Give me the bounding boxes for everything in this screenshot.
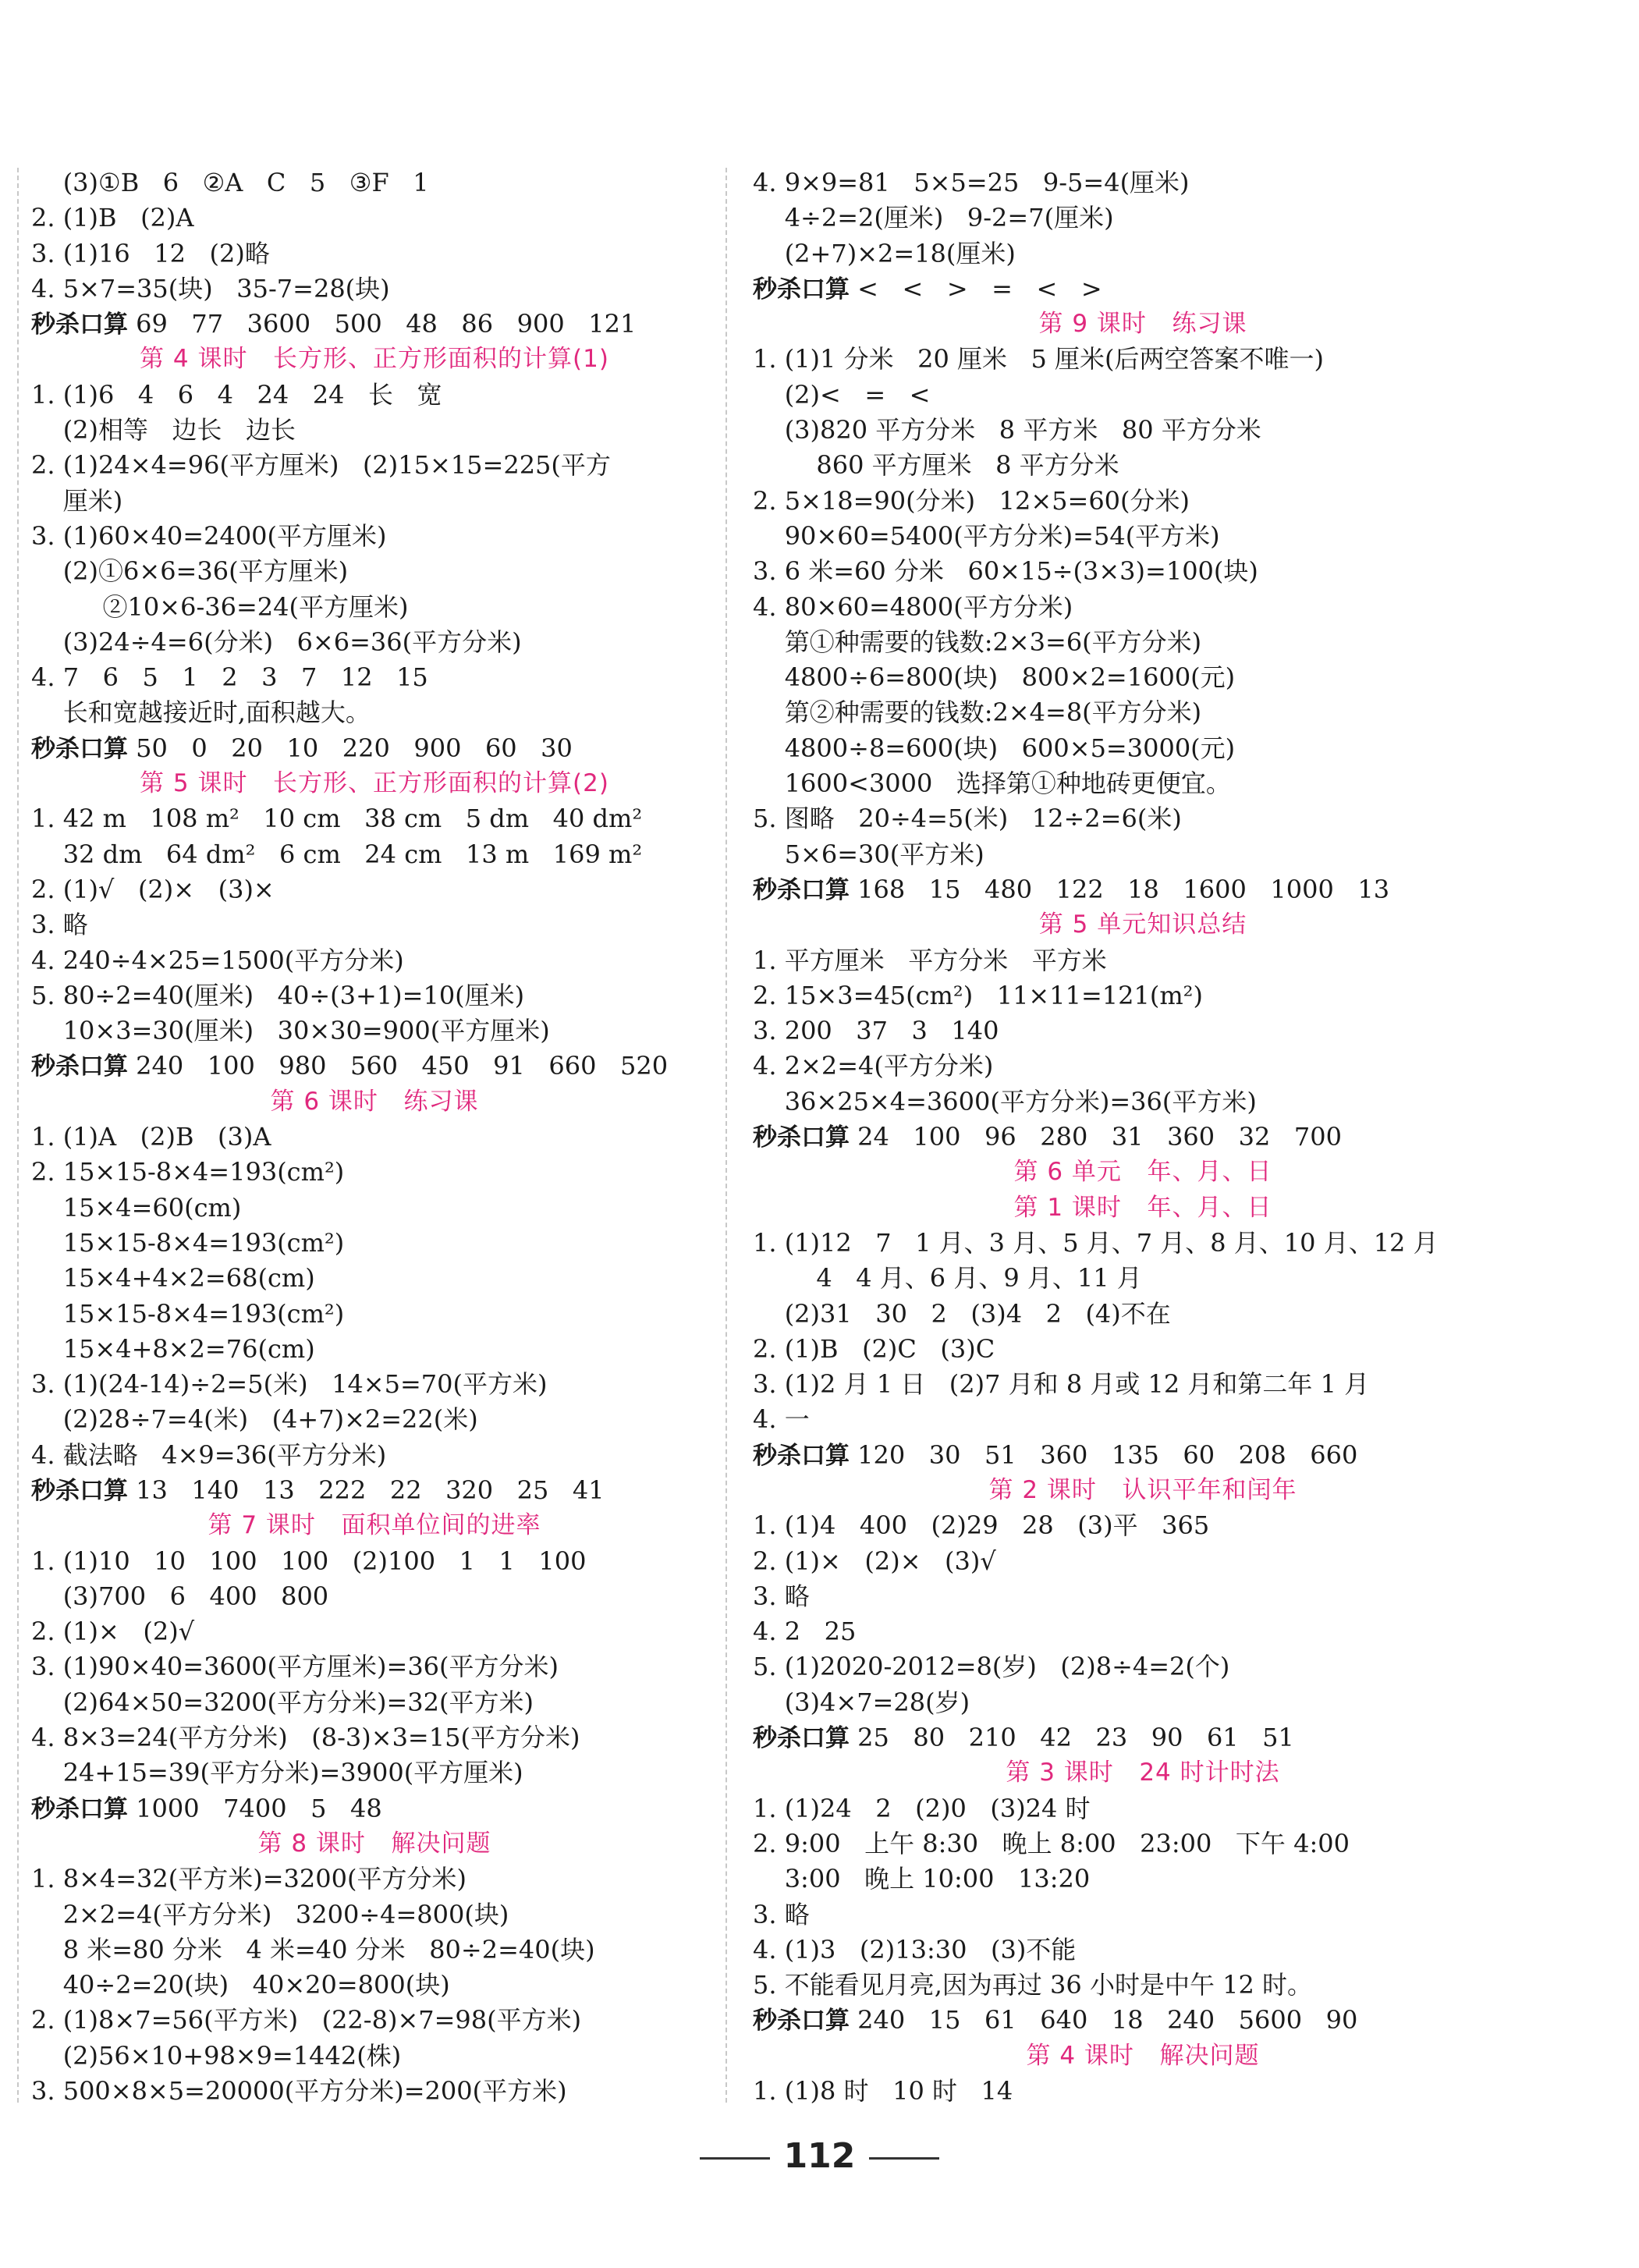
section-heading: 第 7 课时 面积单位间的进率 xyxy=(208,1511,541,1540)
answer-line: 1. (1)1 分米 20 厘米 5 厘米(后两空答案不唯一) xyxy=(753,344,1324,374)
answer-line: (3)820 平方分米 8 平方米 80 平方分米 xyxy=(753,415,1261,445)
section-heading: 第 9 课时 练习课 xyxy=(1038,310,1247,339)
quick-calc-line xyxy=(753,1720,1533,1755)
answer-line: 3. (1)16 12 (2)略 xyxy=(31,238,270,268)
quick-calc-answers: 24 100 96 280 31 360 32 700 xyxy=(850,1122,1342,1152)
quick-calc-answers: 1000 7400 5 48 xyxy=(128,1793,382,1823)
answer-line: 2. 15×15-8×4=193(cm²) xyxy=(31,1157,345,1187)
answer-line: 1600<3000 选择第①种地砖更便宜。 xyxy=(753,768,1231,799)
quick-calc-line xyxy=(31,1473,718,1508)
quick-calc-label: 秒杀口算 xyxy=(31,1476,128,1505)
answer-line: 4800÷8=600(块) 600×5=3000(元) xyxy=(753,733,1236,763)
section-heading: 第 2 课时 认识平年和闰年 xyxy=(988,1475,1297,1504)
quick-calc-label: 秒杀口算 xyxy=(753,1441,850,1470)
quick-calc-label: 秒杀口算 xyxy=(753,2007,850,2036)
left-margin-dashed-line xyxy=(17,168,19,2103)
answer-line: 1. 42 m 108 m² 10 cm 38 cm 5 dm 40 dm² xyxy=(31,804,643,834)
answer-line: 2. (1)B (2)A xyxy=(31,203,194,233)
quick-calc-answers: 240 100 980 560 450 91 660 520 xyxy=(128,1051,669,1081)
answer-line: 1. (1)4 400 (2)29 28 (3)平 365 xyxy=(753,1510,1210,1541)
section-heading: 第 4 课时 长方形、正方形面积的计算(1) xyxy=(140,345,609,374)
answer-line: (2)相等 边长 边长 xyxy=(31,415,296,445)
section-heading: 第 6 课时 练习课 xyxy=(270,1087,479,1116)
answer-line: ②10×6-36=24(平方厘米) xyxy=(31,591,409,622)
answer-line: (3)①B 6 ②A C 5 ③F 1 xyxy=(31,168,429,197)
answer-line: 3. (1)90×40=3600(平方厘米)=36(平方分米) xyxy=(31,1652,559,1682)
quick-calc-label: 秒杀口算 xyxy=(753,1123,850,1152)
answer-line: 8 米=80 分米 4 米=40 分米 80÷2=40(块) xyxy=(31,1934,595,1965)
section-heading: 第 4 课时 解决问题 xyxy=(1026,2041,1260,2070)
quick-calc-label: 秒杀口算 xyxy=(753,275,850,303)
answer-line: 10×3=30(厘米) 30×30=900(平方厘米) xyxy=(31,1016,550,1046)
answer-line: 1. 平方厘米 平方分米 平方米 xyxy=(753,945,1107,975)
answer-line: (2)31 30 2 (3)4 2 (4)不在 xyxy=(753,1298,1171,1329)
answer-line: 1. (1)A (2)B (3)A xyxy=(31,1122,271,1152)
answer-line: 3. (1)(24-14)÷2=5(米) 14×5=70(平方米) xyxy=(31,1369,548,1400)
answer-line: (2)①6×6=36(平方厘米) xyxy=(31,556,349,587)
footer-dash-left xyxy=(700,2157,770,2160)
answer-line: 2×2=4(平方分米) 3200÷4=800(块) xyxy=(31,1899,509,1929)
answer-line: 4. 2×2=4(平方分米) xyxy=(753,1051,994,1081)
answer-line: 2. (1)8×7=56(平方米) (22-8)×7=98(平方米) xyxy=(31,2005,582,2036)
answer-line: 90×60=5400(平方分米)=54(平方米) xyxy=(753,520,1220,551)
quick-calc-line xyxy=(753,872,1533,907)
answer-line: 第②种需要的钱数:2×4=8(平方分米) xyxy=(753,697,1202,728)
answer-line: 4. 一 xyxy=(753,1404,810,1435)
quick-calc-label: 秒杀口算 xyxy=(753,1724,850,1753)
left-column xyxy=(31,165,718,2109)
section-heading: 第 8 课时 解决问题 xyxy=(257,1829,491,1858)
quick-calc-line xyxy=(753,2003,1533,2038)
answer-line: 4 4 月、6 月、9 月、11 月 xyxy=(753,1263,1142,1294)
answer-line: 2. (1)B (2)C (3)C xyxy=(753,1333,995,1364)
answer-line: 1. (1)10 10 100 100 (2)100 1 1 100 xyxy=(31,1546,587,1576)
quick-calc-label: 秒杀口算 xyxy=(31,1794,128,1823)
answer-line: 3. 500×8×5=20000(平方分米)=200(平方米) xyxy=(31,2076,567,2107)
answer-line: 3. (1)2 月 1 日 (2)7 月和 8 月或 12 月和第二年 1 月 xyxy=(753,1369,1370,1400)
answer-line: 3. (1)60×40=2400(平方厘米) xyxy=(31,520,387,551)
answer-line: 3. 略 xyxy=(31,910,88,940)
quick-calc-line xyxy=(753,272,1533,307)
quick-calc-line xyxy=(31,731,718,766)
answer-line: 5. 80÷2=40(厘米) 40÷(3+1)=10(厘米) xyxy=(31,980,525,1010)
section-heading: 第 5 课时 长方形、正方形面积的计算(2) xyxy=(140,769,609,798)
quick-calc-answers: 240 15 61 640 18 240 5600 90 xyxy=(850,2005,1358,2036)
answer-line: 1. (1)24 2 (2)0 (3)24 时 xyxy=(753,1793,1091,1823)
answer-line: 第①种需要的钱数:2×3=6(平方分米) xyxy=(753,626,1202,657)
answer-line: 4. 80×60=4800(平方分米) xyxy=(753,591,1073,622)
answer-line: 2. 9:00 上午 8:30 晚上 8:00 23:00 下午 4:00 xyxy=(753,1828,1350,1858)
answer-line: 2. 15×3=45(cm²) 11×11=121(m²) xyxy=(753,980,1203,1010)
answer-line: 15×4+4×2=68(cm) xyxy=(31,1263,315,1294)
answer-line: 15×4+8×2=76(cm) xyxy=(31,1333,315,1364)
page-number: 112 xyxy=(783,2136,856,2176)
quick-calc-answers: 168 15 480 122 18 1600 1000 13 xyxy=(850,874,1390,904)
quick-calc-line xyxy=(753,1120,1533,1155)
answer-line: 32 dm 64 dm² 6 cm 24 cm 13 m 169 m² xyxy=(31,839,643,869)
answer-line: 36×25×4=3600(平方分米)=36(平方米) xyxy=(753,1086,1257,1116)
answer-line: (2)< = < xyxy=(753,379,931,410)
quick-calc-answers: < < > = < > xyxy=(850,273,1102,303)
quick-calc-label: 秒杀口算 xyxy=(31,1052,128,1081)
quick-calc-line xyxy=(31,1049,718,1084)
quick-calc-answers: 13 140 13 222 22 320 25 41 xyxy=(128,1475,605,1505)
answer-line: 4. 9×9=81 5×5=25 9-5=4(厘米) xyxy=(753,168,1190,197)
answer-line: 5. (1)2020-2012=8(岁) (2)8÷4=2(个) xyxy=(753,1652,1230,1682)
answer-line: 4. (1)3 (2)13:30 (3)不能 xyxy=(753,1934,1077,1965)
quick-calc-label: 秒杀口算 xyxy=(31,311,128,339)
answer-line: 2. (1)√ (2)× (3)× xyxy=(31,874,275,904)
quick-calc-answers: 69 77 3600 500 48 86 900 121 xyxy=(128,309,637,339)
answer-line: 1. 8×4=32(平方米)=3200(平方分米) xyxy=(31,1864,467,1894)
quick-calc-line xyxy=(31,307,718,342)
answer-line: 1. (1)8 时 10 时 14 xyxy=(753,2076,1013,2107)
section-heading: 第 5 单元知识总结 xyxy=(1038,910,1247,939)
section-heading: 第 1 课时 年、月、日 xyxy=(1013,1193,1272,1222)
answer-line: 3:00 晚上 10:00 13:20 xyxy=(753,1864,1091,1894)
quick-calc-label: 秒杀口算 xyxy=(753,875,850,904)
answer-line: 4. 截法略 4×9=36(平方分米) xyxy=(31,1439,387,1470)
answer-line: 5. 不能看见月亮,因为再过 36 小时是中午 12 时。 xyxy=(753,1970,1313,2000)
quick-calc-label: 秒杀口算 xyxy=(31,734,128,763)
answer-line: 5×6=30(平方米) xyxy=(753,839,984,869)
answer-line: 1. (1)12 7 1 月、3 月、5 月、7 月、8 月、10 月、12 月 xyxy=(753,1227,1439,1258)
answer-line: 3. 略 xyxy=(753,1581,810,1611)
answer-line: 3. 6 米=60 分米 60×15÷(3×3)=100(块) xyxy=(753,556,1258,587)
answer-line: 15×15-8×4=193(cm²) xyxy=(31,1227,345,1258)
answer-line: 15×4=60(cm) xyxy=(31,1192,242,1223)
answer-line: 1. (1)6 4 6 4 24 24 长 宽 xyxy=(31,379,442,410)
footer-dash-right xyxy=(869,2157,939,2160)
answer-line: 4. 2 25 xyxy=(753,1617,857,1647)
answer-line: 2. (1)24×4=96(平方厘米) (2)15×15=225(平方 xyxy=(31,450,611,481)
quick-calc-line xyxy=(31,1791,718,1826)
quick-calc-answers: 25 80 210 42 23 90 61 51 xyxy=(850,1723,1294,1753)
column-divider-dashed-line xyxy=(725,168,727,2103)
answer-line: 40÷2=20(块) 40×20=800(块) xyxy=(31,1970,450,2000)
answer-line: 2. (1)× (2)√ xyxy=(31,1617,195,1647)
quick-calc-answers: 50 0 20 10 220 900 60 30 xyxy=(128,733,573,763)
answer-line: (3)24÷4=6(分米) 6×6=36(平方分米) xyxy=(31,626,522,657)
answer-line: 4. 5×7=35(块) 35-7=28(块) xyxy=(31,273,390,303)
answer-line: 3. 200 37 3 140 xyxy=(753,1016,999,1046)
answer-line: 860 平方厘米 8 平方分米 xyxy=(753,450,1119,481)
answer-line: 4. 7 6 5 1 2 3 7 12 15 xyxy=(31,662,428,693)
answer-line: (3)700 6 400 800 xyxy=(31,1581,329,1611)
quick-calc-line xyxy=(753,1438,1533,1473)
answer-line: (2+7)×2=18(厘米) xyxy=(753,238,1016,268)
answer-line: 2. (1)× (2)× (3)√ xyxy=(753,1546,996,1576)
answer-line: 24+15=39(平方分米)=3900(平方厘米) xyxy=(31,1758,523,1788)
answer-line: 3. 略 xyxy=(753,1899,810,1929)
quick-calc-answers: 120 30 51 360 135 60 208 660 xyxy=(850,1439,1358,1470)
answer-line: 4. 240÷4×25=1500(平方分米) xyxy=(31,945,404,975)
answer-line: 2. 5×18=90(分米) 12×5=60(分米) xyxy=(753,485,1190,516)
answer-line: 4. 8×3=24(平方分米) (8-3)×3=15(平方分米) xyxy=(31,1723,580,1753)
answer-line: 长和宽越接近时,面积越大。 xyxy=(31,697,371,728)
answer-line: 厘米) xyxy=(31,485,123,516)
answer-line: (2)64×50=3200(平方分米)=32(平方米) xyxy=(31,1687,534,1717)
answer-line: (2)56×10+98×9=1442(株) xyxy=(31,2040,402,2071)
answer-line: (2)28÷7=4(米) (4+7)×2=22(米) xyxy=(31,1404,478,1435)
answer-line: 5. 图略 20÷4=5(米) 12÷2=6(米) xyxy=(753,804,1182,834)
section-heading: 第 3 课时 24 时计时法 xyxy=(1006,1759,1280,1787)
answer-line: (3)4×7=28(岁) xyxy=(753,1687,970,1717)
page-footer xyxy=(0,2136,1639,2176)
answer-line: 4800÷6=800(块) 800×2=1600(元) xyxy=(753,662,1236,693)
answer-line: 15×15-8×4=193(cm²) xyxy=(31,1298,345,1329)
answer-line: 4÷2=2(厘米) 9-2=7(厘米) xyxy=(753,203,1114,233)
right-column xyxy=(753,165,1533,2109)
section-heading: 第 6 单元 年、月、日 xyxy=(1013,1158,1272,1187)
